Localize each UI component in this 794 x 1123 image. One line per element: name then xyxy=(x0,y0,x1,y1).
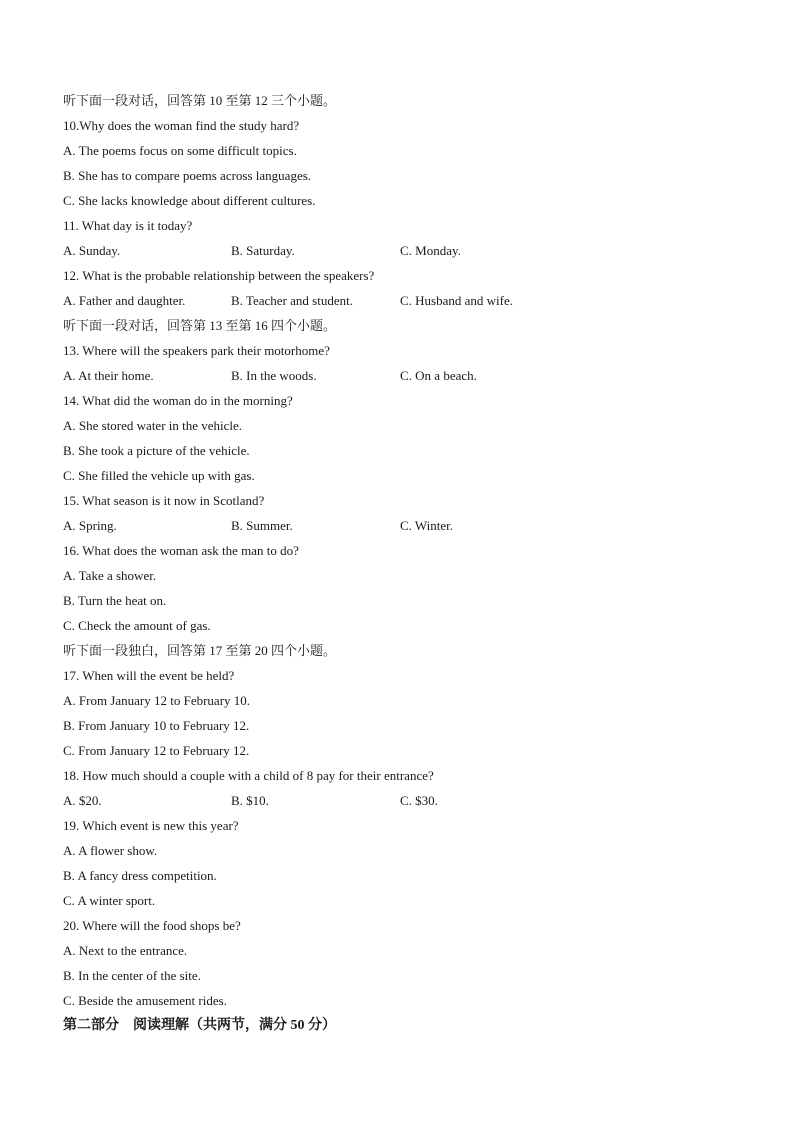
text-line: B. In the center of the site. xyxy=(63,968,201,983)
text-line: C. She lacks knowledge about different cultures. xyxy=(63,193,316,208)
options-row xyxy=(63,288,743,313)
text-line: 15. What season is it now in Scotland? xyxy=(63,493,265,508)
text-line: B. She has to compare poems across languages. xyxy=(63,168,312,183)
option-b: B. Teacher and student. xyxy=(231,293,353,308)
option-c: C. On a beach. xyxy=(400,368,477,383)
text-line: 11. What day is it today? xyxy=(63,218,193,233)
option-a: A. At their home. xyxy=(63,368,154,383)
text-line: 听下面一段对话，回答第 10 至第 12 三个小题。 xyxy=(63,93,337,108)
text-line: C. A winter sport. xyxy=(63,893,156,908)
option-c: C. Winter. xyxy=(400,518,454,533)
text-line: C. Check the amount of gas. xyxy=(63,618,211,633)
text-line: A. Next to the entrance. xyxy=(63,943,188,958)
option-c: C. Monday. xyxy=(400,243,461,258)
text-line: 13. Where will the speakers park their motorhome? xyxy=(63,343,330,358)
text-line: 17. When will the event be held? xyxy=(63,668,235,683)
option-c: C. Husband and wife. xyxy=(400,293,514,308)
text-line: A. The poems focus on some difficult topics. xyxy=(63,143,297,158)
text-line: 16. What does the woman ask the man to do? xyxy=(63,543,299,558)
text-line: A. Take a shower. xyxy=(63,568,157,583)
text-line: C. From January 12 to February 12. xyxy=(63,743,250,758)
text-line: 19. Which event is new this year? xyxy=(63,818,239,833)
option-a: A. Sunday. xyxy=(63,243,121,258)
text-line: A. She stored water in the vehicle. xyxy=(63,418,243,433)
text-line: B. She took a picture of the vehicle. xyxy=(63,443,250,458)
text-line: C. She filled the vehicle up with gas. xyxy=(63,468,255,483)
text-line: 20. Where will the food shops be? xyxy=(63,918,241,933)
text-line: 14. What did the woman do in the morning? xyxy=(63,393,293,408)
options-row xyxy=(63,513,743,538)
option-b: B. Saturday. xyxy=(231,243,295,258)
options-row xyxy=(63,363,743,388)
text-line: B. Turn the heat on. xyxy=(63,593,167,608)
option-b: B. $10. xyxy=(231,793,269,808)
text-line: C. Beside the amusement rides. xyxy=(63,993,227,1008)
options-row xyxy=(63,788,743,813)
option-a: A. Father and daughter. xyxy=(63,293,186,308)
option-a: A. Spring. xyxy=(63,518,117,533)
text-line: A. From January 12 to February 10. xyxy=(63,693,251,708)
options-row xyxy=(63,238,743,263)
section-heading: 第二部分 阅读理解（共两节，满分 50 分） xyxy=(63,1018,336,1033)
option-c: C. $30. xyxy=(400,793,438,808)
text-line: 听下面一段独白，回答第 17 至第 20 四个小题。 xyxy=(63,643,337,658)
text-line: B. A fancy dress competition. xyxy=(63,868,217,883)
exam-page xyxy=(63,88,743,1038)
text-line: A. A flower show. xyxy=(63,843,158,858)
option-b: B. Summer. xyxy=(231,518,293,533)
text-line: 12. What is the probable relationship between the speakers? xyxy=(63,268,375,283)
text-line: B. From January 10 to February 12. xyxy=(63,718,250,733)
option-a: A. $20. xyxy=(63,793,102,808)
text-line: 10.Why does the woman find the study hard? xyxy=(63,118,300,133)
text-line: 听下面一段对话，回答第 13 至第 16 四个小题。 xyxy=(63,318,337,333)
option-b: B. In the woods. xyxy=(231,368,317,383)
text-line: 18. How much should a couple with a child of 8 pay for their entrance? xyxy=(63,768,434,783)
